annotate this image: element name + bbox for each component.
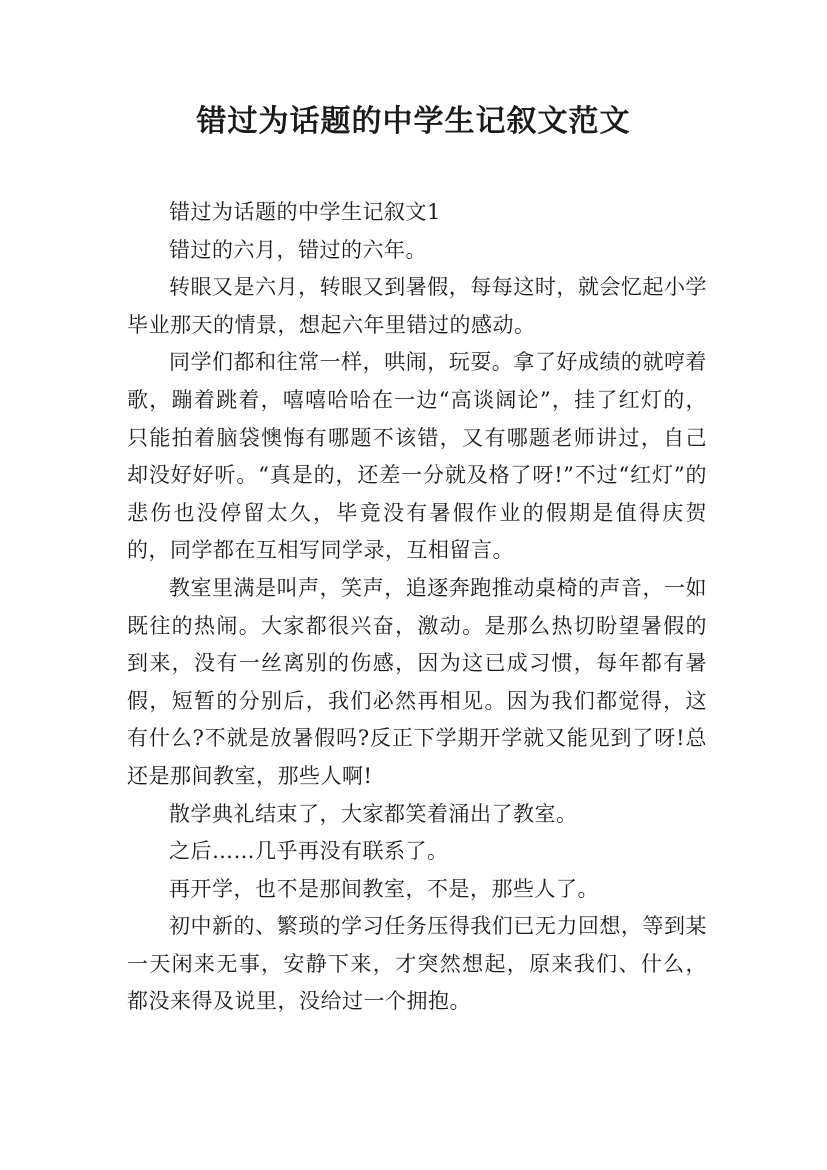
paragraph: 同学们都和往常一样，哄闹，玩耍。拿了好成绩的就哼着歌，蹦着跳着，嘻嘻哈哈在一边“高谈阔论”，挂了红灯的，只能拍着脑袋懊悔有哪题不该错，又有哪题老师讲过，自己却没好好听。“真是的，还差一分就及格了呀!”不过“红灯”的悲伤也没停留太久，毕竟没有暑假作业的假期是值得庆贺的，同学都在互相写同学录，互相留言。 <box>127 350 707 563</box>
paragraph: 错过的六月，错过的六年。 <box>169 237 427 262</box>
document-body <box>127 194 707 1021</box>
paragraph: 教室里满是叫声，笑声，追逐奔跑推动桌椅的声音，一如既往的热闹。大家都很兴奋，激动。是那么热切盼望暑假的到来，没有一丝离别的伤感，因为这已成习惯，每年都有暑假，短暂的分别后，我们必然再相见。因为我们都觉得，这有什么?不就是放暑假吗?反正下学期开学就又能见到了呀!总还是那间教室，那些人啊! <box>127 575 707 788</box>
paragraph: 初中新的、繁琐的学习任务压得我们已无力回想，等到某一天闲来无事，安静下来，才突然想起，原来我们、什么，都没来得及说里，没给过一个拥抱。 <box>127 914 707 1014</box>
paragraph: 散学典礼结束了，大家都笑着涌出了教室。 <box>169 801 578 826</box>
paragraph: 转眼又是六月，转眼又到暑假，每每这时，就会忆起小学毕业那天的情景，想起六年里错过的感动。 <box>127 275 707 337</box>
paragraph: 之后……几乎再没有联系了。 <box>169 839 449 864</box>
paragraph: 错过为话题的中学生记叙文1 <box>169 200 441 224</box>
document-title: 错过为话题的中学生记叙文范文 <box>196 104 631 139</box>
paragraph: 再开学，也不是那间教室，不是，那些人了。 <box>169 876 599 901</box>
